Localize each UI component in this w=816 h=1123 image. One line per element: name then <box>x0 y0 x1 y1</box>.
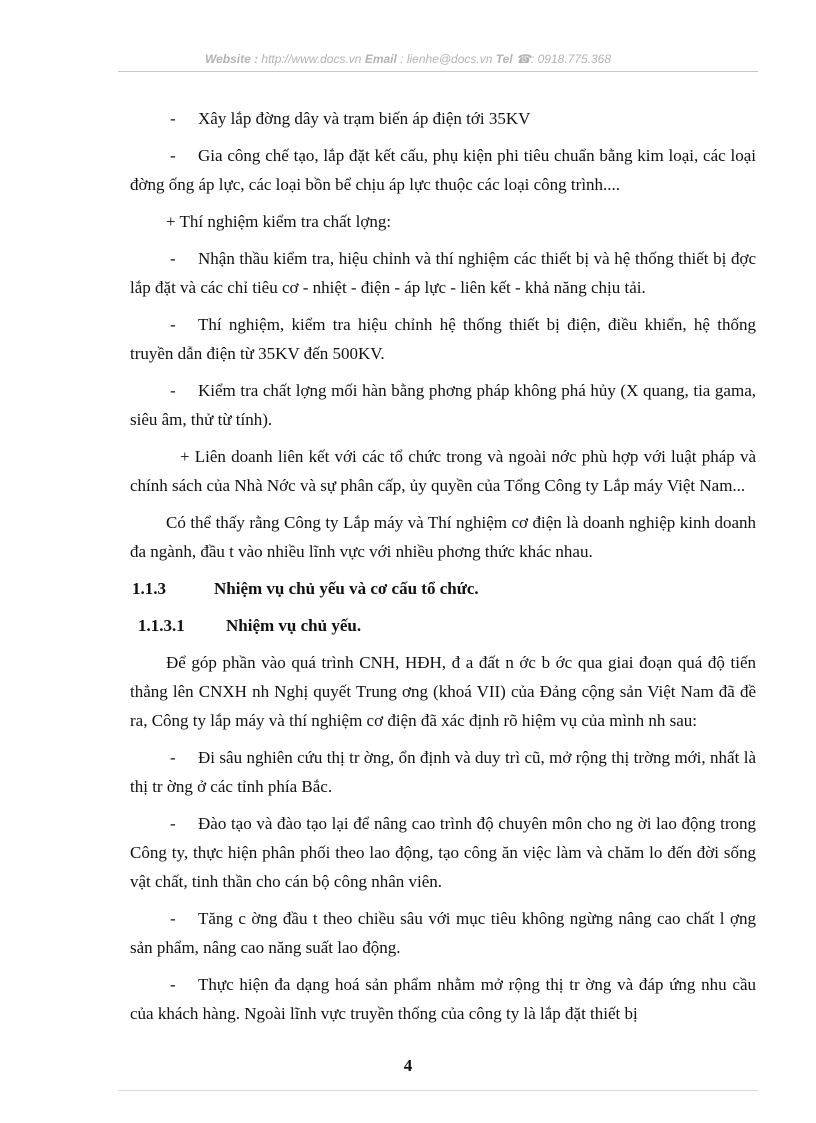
bullet-item: - Thực hiện đa dạng hoá sản phẩm nhằm mở rộng thị tr ờng và đáp ứng nhu cầu của khách hàng. Ngoài lĩnh vực truyền thống của công ty là lắp đặt thiết bị <box>130 970 756 1028</box>
subsection-heading: 1.1.3.1 Nhiệm vụ chủ yếu. <box>138 616 362 635</box>
paragraph: + Thí nghiệm kiểm tra chất lợng: <box>166 212 392 231</box>
tel-value: : 0918.775.368 <box>530 52 612 66</box>
bullet-item: - Kiểm tra chất lợng mối hàn bằng phơng pháp không phá hủy (X quang, tia gama, siêu âm, thử từ tính). <box>130 376 756 434</box>
footer-divider <box>118 1090 758 1091</box>
dash-marker: - <box>170 109 176 128</box>
paragraph: Có thể thấy rằng Công ty Lắp máy và Thí nghiệm cơ điện là doanh nghiệp kinh doanh đa ngành, đầu t vào nhiều lĩnh vực với nhiều phơng thức khác nhau. <box>130 513 756 561</box>
bullet-item: - Thí nghiệm, kiểm tra hiệu chỉnh hệ thống thiết bị điện, điều khiển, hệ thống truyền dẫn điện từ 35KV đến 500KV. <box>130 310 756 368</box>
bullet-item: - Đi sâu nghiên cứu thị tr ờng, ổn định và duy trì cũ, mở rộng thị trờng mới, nhất là thị tr ờng ở các tỉnh phía Bắc. <box>130 743 756 801</box>
dash-marker: - <box>170 381 176 400</box>
website-url[interactable]: http://www.docs.vn <box>261 52 362 66</box>
dash-marker: - <box>170 249 176 268</box>
bullet-item: - Nhận thầu kiểm tra, hiệu chỉnh và thí nghiệm các thiết bị và hệ thống thiết bị đợc lắp đặt và các chỉ tiêu cơ - nhiệt - điện - áp lực - liên kết - khả năng chịu tải. <box>130 244 756 302</box>
website-label: Website : <box>204 52 259 66</box>
header-divider <box>118 71 758 72</box>
dash-marker: - <box>170 814 176 833</box>
bullet-item: - Xây lắp đờng dây và trạm biến áp điện tới 35KV <box>130 104 756 133</box>
bullet-item: - Đào tạo và đào tạo lại để nâng cao trình độ chuyên môn cho ng ời lao động trong Công ty, thực hiện phân phối theo lao động, tạo công ăn việc làm và chăm lo đến đời sống vật chất, tinh thần cho cán bộ công nhân viên. <box>130 809 756 896</box>
paragraph: + Liên doanh liên kết với các tổ chức trong và ngoài nớc phù hợp với luật pháp và chính sách của Nhà Nớc và sự phân cấp, ủy quyền của Tổng Công ty Lắp máy Việt Nam... <box>130 447 756 495</box>
phone-icon: ☎ <box>516 52 531 66</box>
section-heading: 1.1.3 Nhiệm vụ chủ yếu và cơ cấu tổ chức. <box>132 579 479 598</box>
dash-marker: - <box>170 146 176 165</box>
dash-marker: - <box>170 909 176 928</box>
bullet-item: - Gia công chế tạo, lắp đặt kết cấu, phụ kiện phi tiêu chuẩn bằng kim loại, các loại đờng ống áp lực, các loại bồn bể chịu áp lực thuộc các loại công trình.... <box>130 141 756 199</box>
email-value[interactable]: : lienhe@docs.vn <box>400 52 493 66</box>
paragraph: Để góp phần vào quá trình CNH, HĐH, đ a đất n ớc b ớc qua giai đoạn quá độ tiến thẳng lên CNXH nh Nghị quyết Trung ơng (khoá VII) của Đảng cộng sản Việt Nam đã đề ra, Công ty lắp máy và thí nghiệm cơ điện đã xác định rõ hiệm vụ của mình nh sau: <box>130 653 756 730</box>
dash-marker: - <box>170 975 176 994</box>
page-number: 4 <box>403 1056 413 1075</box>
bullet-item: - Tăng c ờng đầu t theo chiều sâu với mục tiêu không ngừng nâng cao chất l ợng sản phẩm, nâng cao năng suất lao động. <box>130 904 756 962</box>
dash-marker: - <box>170 748 176 767</box>
dash-marker: - <box>170 315 176 334</box>
document-body <box>130 104 756 1036</box>
email-label: Email <box>364 52 397 66</box>
tel-label: Tel <box>495 52 513 66</box>
page-header <box>0 52 816 66</box>
